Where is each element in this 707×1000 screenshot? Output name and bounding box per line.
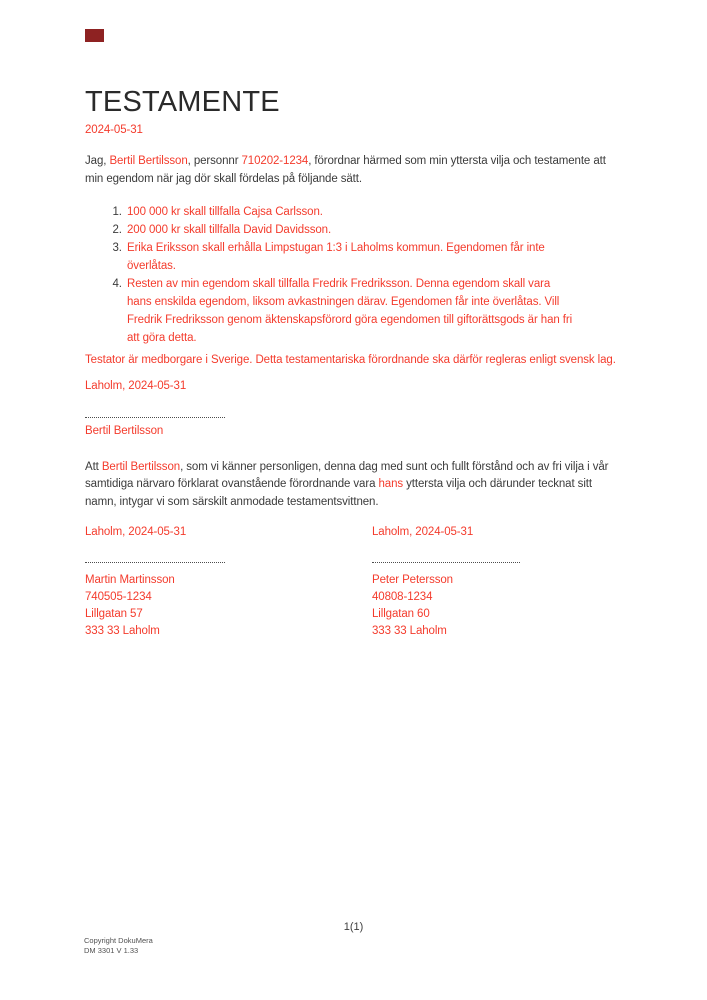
document-id: DM 3301 V 1.33: [84, 945, 139, 955]
page-number: 1(1): [343, 921, 364, 933]
witness-2-place-date: Laholm, 2024-05-31: [372, 526, 474, 538]
bequest-item-4: 4. Resten av min egendom skall tillfalla Fredrik Fredriksson. Denna egendom skall vara hans enskilda egendom, liksom avkastningen därav. Egendomen får inte överlåtas. Vill Fredrik Fredriksson genom äktenskapsförord göra egendomen till giftorättsgods är han fri att göra detta.: [125, 275, 573, 347]
witness-text-2: , som vi känner personligen, denna dag med sunt och fullt förstånd och av fri vilja i vår samtidiga närvaro förklarat ovanstående förordnande vara: [85, 460, 609, 490]
witness-2-personal-number: 40808-1234: [372, 590, 433, 603]
footer-copyright: [84, 936, 153, 955]
document-content: [85, 0, 623, 640]
witness-text-1: Att: [85, 460, 102, 473]
intro-text-1: Jag,: [85, 155, 110, 167]
intro-paragraph: [85, 153, 623, 188]
witness-1-place-date: Laholm, 2024-05-31: [85, 526, 187, 538]
bequest-list: [85, 203, 573, 347]
witness-2-street: Lillgatan 60: [372, 607, 430, 620]
testator-personal-number: 710202-1234: [241, 155, 309, 167]
copyright-line: Copyright DokuMera: [84, 936, 153, 945]
witness-1-personal-number: 740505-1234: [85, 590, 152, 603]
witness-text-3: yttersta vilja och därunder tecknat sitt namn, intygar vi som särskilt anmodade testamentsvittnen.: [85, 478, 592, 508]
witness-2-name: Peter Petersson: [372, 573, 453, 586]
intro-text-3: , förordnar härmed som min yttersta vilja och testamente att min egendom när jag dör skall fördelas på följande sätt.: [85, 155, 606, 185]
witness-1-street: Lillgatan 57: [85, 607, 143, 620]
document-title: TESTAMENTE: [85, 86, 280, 118]
witness-column-right: [372, 524, 623, 640]
witness-testator-name: Bertil Bertilsson: [101, 460, 181, 473]
witness-2-signature-line: [372, 562, 520, 563]
witness-1-signature-line: [85, 562, 225, 563]
bequest-item-2: 2. 200 000 kr skall tillfalla David Davidsson.: [125, 221, 573, 239]
witness-column-left: [85, 524, 372, 640]
witness-1-city: 333 33 Laholm: [85, 624, 160, 637]
testator-name: Bertil Bertilsson: [109, 155, 188, 167]
testator-signature-line: [85, 417, 225, 418]
intro-text-2: , personnr: [187, 155, 242, 167]
law-paragraph: Testator är medborgare i Sverige. Detta testamentariska förordnande ska därför regleras enligt svensk lag.: [85, 354, 616, 366]
witness-2-city: 333 33 Laholm: [372, 624, 447, 637]
witness-signature-row: [85, 524, 623, 640]
bequest-item-1: 1. 100 000 kr skall tillfalla Cajsa Carlsson.: [125, 203, 573, 221]
witness-attestation-paragraph: [85, 459, 623, 512]
witness-1-name: Martin Martinsson: [85, 573, 175, 586]
document-date: 2024-05-31: [85, 124, 143, 136]
testator-place-date: Laholm, 2024-05-31: [85, 379, 187, 392]
bequest-item-3: 3. Erika Eriksson skall erhålla Limpstugan 1:3 i Laholms kommun. Egendomen får inte överlåtas.: [125, 239, 573, 275]
witness-pronoun: hans: [378, 478, 404, 490]
testator-signature-name: Bertil Bertilsson: [85, 425, 164, 437]
